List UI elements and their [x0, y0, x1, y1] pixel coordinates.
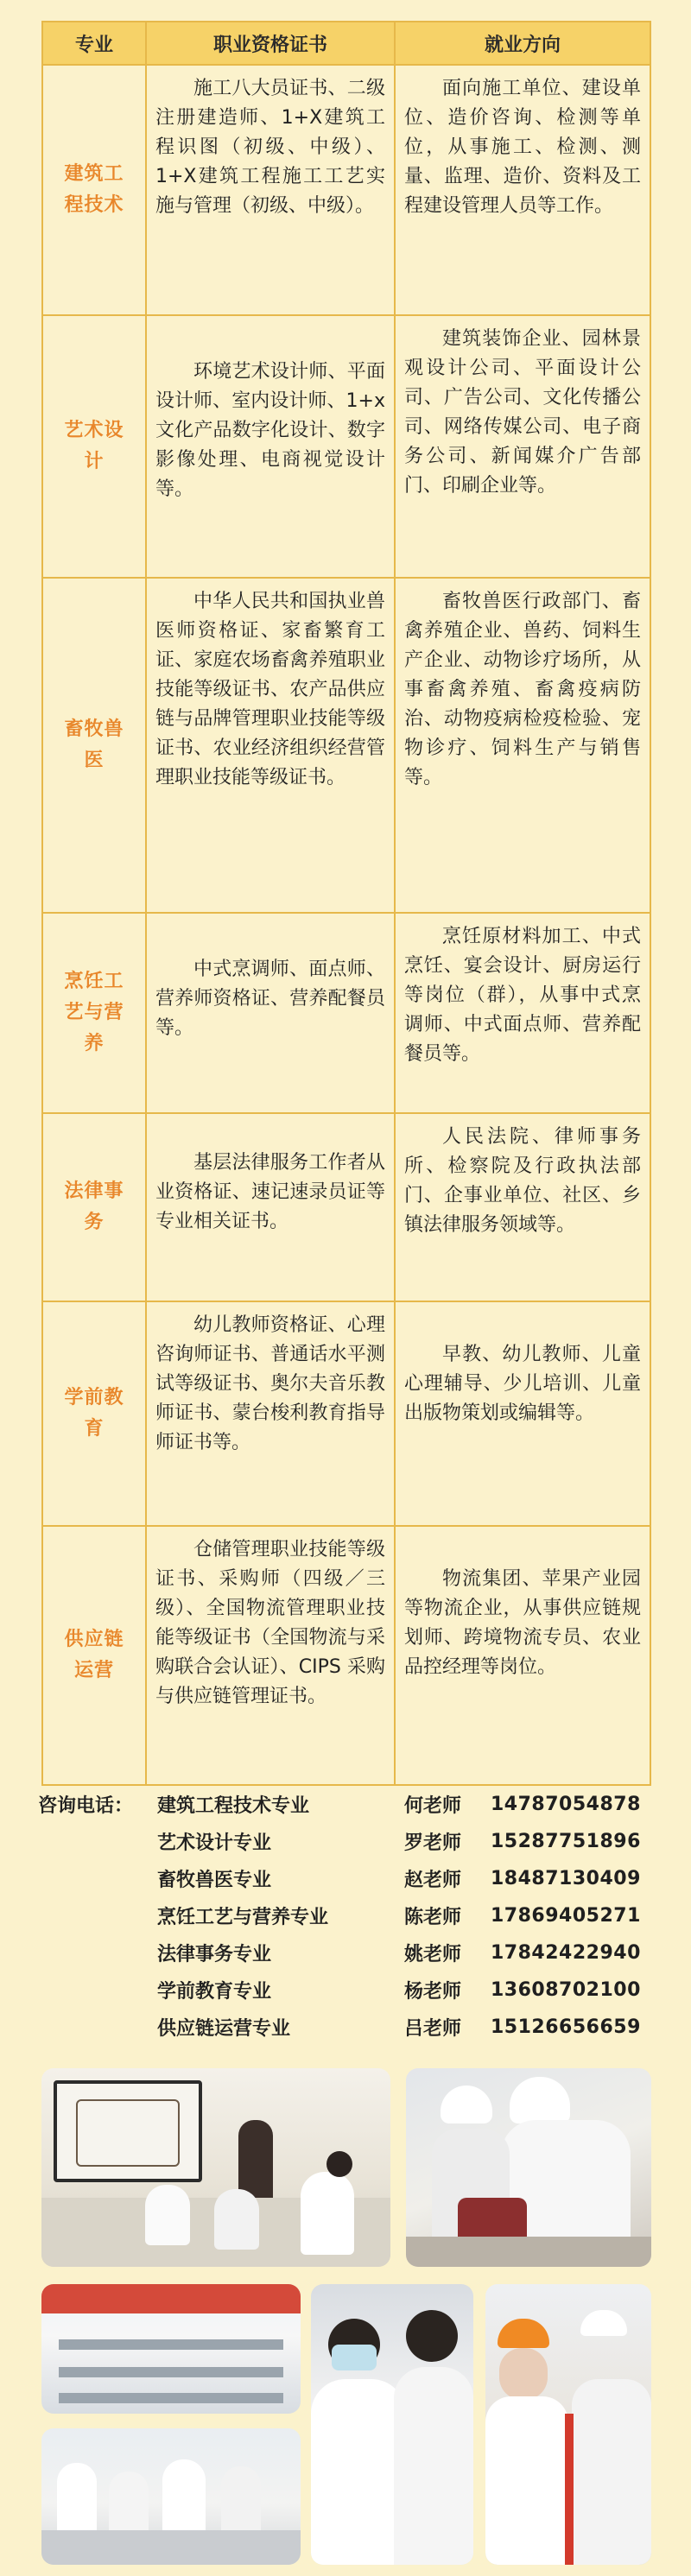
- medical-training-photo: [311, 2284, 473, 2565]
- table-row: [43, 1527, 650, 1784]
- contact-phone: 14787054878: [491, 1794, 641, 1815]
- header-employment: 就业方向: [484, 34, 561, 56]
- major-name: 艺术设计: [43, 316, 147, 577]
- major-name: 供应链运营: [43, 1527, 147, 1784]
- contact-phone: 17842422940: [491, 1942, 641, 1964]
- certificates-text: 环境艺术设计师、平面设计师、室内设计师、1+x 文化产品数字化设计、数字影像处理、电商视觉设计等。: [147, 316, 396, 577]
- table-row: [43, 66, 650, 316]
- employment-text: 早教、幼儿教师、儿童心理辅导、少儿培训、儿童出版物策划或编辑等。: [404, 1344, 641, 1424]
- contact-major: 学前教育专业: [157, 1981, 272, 2003]
- contact-phone: 17869405271: [491, 1905, 641, 1927]
- contact-major: 供应链运营专业: [157, 2018, 291, 2040]
- employment-text: 面向施工单位、建设单位、造价咨询、检测等单位，从事施工、检测、测量、监理、造价、资料及工程建设管理人员等工作。: [404, 78, 641, 217]
- certificates-text: 幼儿教师资格证、心理咨询师证书、普通话水平测试等级证书、奥尔夫音乐教师证书、蒙台梭利教育指导师证书等。: [147, 1302, 396, 1525]
- employment-text: 物流集团、苹果产业园等物流企业，从事供应链规划师、跨境物流专员、农业品控经理等岗位。: [404, 1568, 641, 1678]
- major-name: 建筑工程技术: [43, 66, 147, 314]
- computer-lab-photo: [41, 2284, 301, 2414]
- employment-text: 建筑装饰企业、园林景观设计公司、平面设计公司、广告公司、文化传播公司、网络传媒公司、电子商务公司、新闻媒介广告部门、印刷企业等。: [404, 328, 641, 497]
- contact-teacher: 罗老师: [404, 1832, 462, 1854]
- contact-row: [38, 1972, 660, 2009]
- contact-teacher: 陈老师: [404, 1907, 462, 1928]
- certificates-text: 中式烹调师、面点师、营养师资格证、营养配餐员等。: [147, 914, 396, 1112]
- employment-text: 人民法院、律师事务所、检察院及行政执法部门、企事业单位、社区、乡镇法律服务领域等。: [404, 1126, 641, 1236]
- contact-row: [38, 2009, 660, 2046]
- employment-text: 畜牧兽医行政部门、畜禽养殖企业、兽药、饲料生产企业、动物诊疗场所，从事畜禽养殖、畜禽疫病防治、动物疫病检疫检验、宠物诊疗、饲料生产与销售等。: [404, 591, 641, 788]
- contact-major: 畜牧兽医专业: [157, 1870, 272, 1891]
- table-header: [43, 22, 650, 66]
- table-row: [43, 316, 650, 579]
- contact-row: [38, 1897, 660, 1934]
- employment-text: 烹饪原材料加工、中式烹饪、宴会设计、厨房运行等岗位（群），从事中式烹调师、中式面点师、营养配餐员等。: [404, 926, 641, 1065]
- major-name: 法律事务: [43, 1114, 147, 1301]
- contact-phone: 13608702100: [491, 1979, 641, 2001]
- cooking-class-photo: [406, 2068, 651, 2267]
- table-row: [43, 1302, 650, 1527]
- certificates-text: 仓储管理职业技能等级证书、采购师（四级／三级）、全国物流管理职业技能等级证书（全国物流与采购联合会认证）、CIPS 采购与供应链管理证书。: [147, 1527, 396, 1784]
- contact-row: [38, 1934, 660, 1972]
- major-table: [41, 21, 651, 1786]
- contact-phone: 18487130409: [491, 1868, 641, 1889]
- construction-training-photo: [485, 2284, 651, 2565]
- contact-phone: 15287751896: [491, 1831, 641, 1852]
- header-certificates: 职业资格证书: [147, 22, 396, 64]
- contact-label: 咨询电话：: [38, 1795, 134, 1817]
- major-name: 畜牧兽医: [43, 579, 147, 912]
- major-name: 烹饪工艺与营养: [43, 914, 147, 1112]
- contact-list: [38, 1786, 660, 2046]
- contact-phone: 15126656659: [491, 2016, 641, 2038]
- contact-row: [38, 1860, 660, 1897]
- lab-students-photo: [41, 2428, 301, 2565]
- certificates-text: 中华人民共和国执业兽医师资格证、家畜繁育工证、家庭农场畜禽养殖职业技能等级证书、农产品供应链与品牌管理职业技能等级证书、农业经济组织经营管理职业技能等级证书。: [147, 579, 396, 912]
- contact-teacher: 吕老师: [404, 2018, 462, 2040]
- contact-major: 烹饪工艺与营养专业: [157, 1907, 329, 1928]
- contact-teacher: 赵老师: [404, 1870, 462, 1891]
- certificates-text: 基层法律服务工作者从业资格证、速记速录员证等专业相关证书。: [147, 1114, 396, 1301]
- contact-row: [38, 1786, 660, 1823]
- table-row: [43, 1114, 650, 1302]
- table-row: [43, 579, 650, 914]
- contact-teacher: 杨老师: [404, 1981, 462, 2003]
- contact-teacher: 姚老师: [404, 1944, 462, 1965]
- major-name: 学前教育: [43, 1302, 147, 1525]
- contact-row: [38, 1823, 660, 1860]
- contact-major: 艺术设计专业: [157, 1832, 272, 1854]
- contact-teacher: 何老师: [404, 1795, 462, 1817]
- header-major: 专业: [43, 22, 147, 64]
- contact-major: 建筑工程技术专业: [157, 1795, 310, 1817]
- contact-major: 法律事务专业: [157, 1944, 272, 1965]
- table-row: [43, 914, 650, 1114]
- classroom-photo: [41, 2068, 390, 2267]
- certificates-text: 施工八大员证书、二级注册建造师、1+X建筑工程识图（初级、中级）、1+X建筑工程施工工艺实施与管理（初级、中级）。: [147, 66, 396, 314]
